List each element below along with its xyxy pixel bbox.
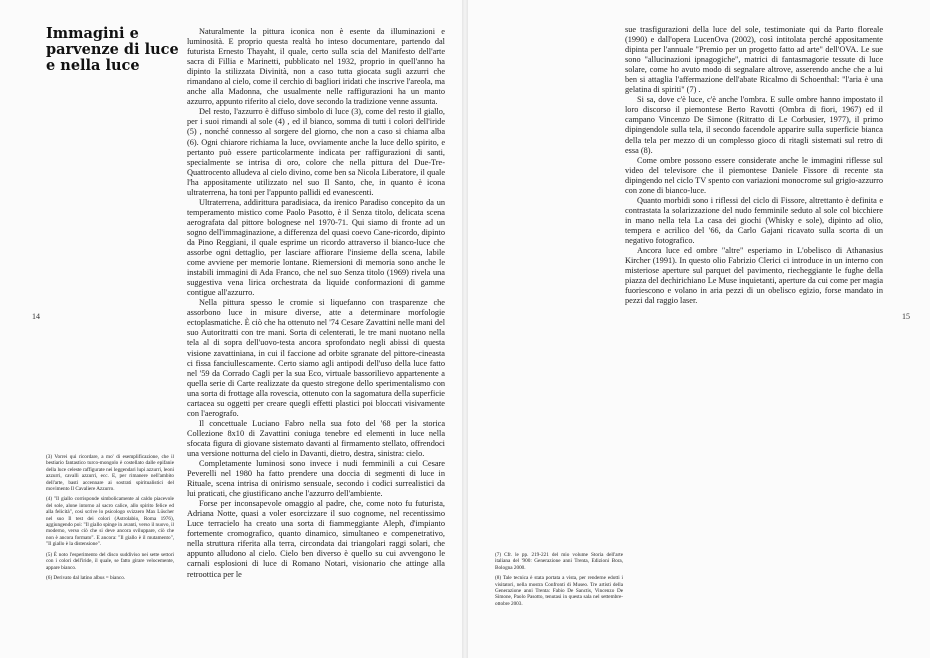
paragraph: Il concettuale Luciano Fabro nella sua foto del '68 per la storica Collezione 8x10 di Zavattini coniuga tenebre ed elementi in luce nella sfocata figura di giovane sistemato davanti al firmamento stellato, offrendoci una versione notturna del cielo in Davanti, dietro, destra, sinistra: cielo. bbox=[187, 418, 445, 458]
left-body-column bbox=[187, 27, 445, 580]
paragraph: Si sa, dove c'è luce, c'è anche l'ombra. E sulle ombre hanno impostato il loro discorso il piemontese Berto Ravotti (Ombra di fiori, 1967) ed il campano Vincenzo De Simone (Ritratto di Le Corbusier, 1977), il primo dipingendole sulla tela, il secondo facendole apparire sulla superficie bianca della tela per mezzo di un complesso gioco di ritagli sistemati sul retro di essa (8). bbox=[625, 95, 883, 155]
footnote: (8) Tale tecnica è stata portata a vista, per renderne edotti i visitatori, nella mostra Confronti di Museo. Tre artisti della Generazione anni Trenta: Fabio De Sanctis, Vincenzo De Simone, Paolo Pasotto, tenutasi in questa sala nel settembre-ottobre 2003. bbox=[495, 575, 623, 607]
paragraph: Naturalmente la pittura iconica non è esente da illuminazioni e luminosità. E proprio questa realtà ho inteso documentare, partendo dal futurista Ernesto Thayaht, il quale, certo sulla scia del Manifesto dell'arte sacra di Fillia e Marinetti, pubblicato nel 1932, proprio in quell'anno ha dipinto la stilizzata Divinità, non a caso tutta giocata sugli azzurri che rimandano al cielo, come il cerchio di bagliori iridati che inscrive l'areola, ma anche alla Madonna, che usualmente nelle raffigurazioni ha un manto azzurro, appunto riferito al cielo, dove secondo la tradizione venne assunta. bbox=[187, 27, 445, 107]
paragraph: Come ombre possono essere considerate anche le immagini riflesse sul video del televisore che il piemontese Daniele Fissore di recente sta dipingendo nel ciclo TV spento con variazioni monocrome sul grigio-azzurro con zone di bianco-luce. bbox=[625, 155, 883, 195]
paragraph: Ancora luce ed ombre "altre" esperiamo in L'obelisco di Athanasius Kircher (1991). In questo olio Fabrizio Clerici ci introduce in un interno con misteriose aperture sul parquet del pavimento, riecheggiante le fughe della piazza del dechirichiano Le Muse inquietanti, aperture da cui come per magia fuoriescono e volano in aria pezzi di un obelisco egizio, forse mandato in pezzi dal raggio laser. bbox=[625, 246, 884, 306]
footnote: (5) È noto l'esperimento del disco suddiviso nei sette settori con i colori dell'iride, il quale, se fatto girare velocemente, appare bianco. bbox=[46, 551, 174, 571]
left-footnotes bbox=[46, 454, 174, 585]
section-title: Immagini e parvenze di luce e nella luce bbox=[46, 25, 179, 74]
right-footnotes bbox=[495, 552, 623, 611]
page-number-left: 14 bbox=[32, 312, 40, 321]
paragraph: Quanto morbidi sono i riflessi del ciclo di Fissore, altrettanto è definita e contrastata la solarizzazione del nudo femminile seduto al sole col bicchiere in mano nella tela La casa dei giochi (Whisky e sole), dipinto ad olio, tempera e acrilico del '66, da Carlo Gajani ricavato sulla scorta di un negativo fotografico. bbox=[625, 195, 883, 245]
footnote: (6) Derivato dal latino albus = bianco. bbox=[46, 574, 126, 581]
footnote: (3) Vorrei qui ricordare, a mo' di esemplificazione, che il bestiario fantastico turco-mongolo è costellato dalle epifanie della luce celeste raffigurate nei leggendari lupi azzurri, leoni azzurri, cavalli azzurri, ecc. E, per rimanere nell'ambito dell'arte, basti accennare ai sostrati spiritualistici del movimento Il Cavaliere Azzurro. bbox=[46, 454, 174, 493]
paragraph: sue trasfigurazioni della luce del sole, testimoniate qui da Parto floreale (1990) e dall'opera LucenOva (2002), così intitolata perché appositamente dipinta per l'annuale "Premio per un progetto fatto ad arte" dell'OVA. Le sue sono "allucinazioni ipnagogiche", matrici di fantasmagorie tessute di luce solare, come ho avuto modo di segnalare altrove, asserendo anche che a lui ben si attaglia l'affermazione dell'abate Ricalmo di Schoenthal: "l'aria è una gelatina di spiriti" (7) . bbox=[625, 25, 883, 95]
footnote: (4) "Il giallo corrisponde simbolicamente al caldo piacevole del sole, alone intorno al sacro calice, allo spirito felice ed alla felicità", così scrive lo psicologo svizzero Max Lüscher nel suo Il test dei colori (Astrolabio, Roma 1976), aggiungendo poi: "Il giallo spinge in avanti, verso il nuovo, il moderno, verso ciò che si deve ancora sviluppare, ciò che non è ancora formato". E ancora: "Il giallo è il mutamento", "Il giallo è la distensione". bbox=[46, 496, 174, 548]
paragraph: Forse per inconsapevole omaggio al padre, che, come noto fu futurista, Adriana Notte, quasi a voler esorcizzare il suo cognome, nel recentissimo Luce terracielo ha creato una sorta di fiammeggiante Aleph, d'impianto fortemente cromografico, quanto dinamico, simultaneo e compenetrativo, nella struttura riferita alla terra, circondata dai triangolari raggi solari, che appunto alludono al cielo. Cielo ben diverso è quello su cui avvengono le carnali esplosioni di luce di Romano Notari, visionario che attinge alla retroottica per le bbox=[187, 499, 445, 579]
right-body-column bbox=[625, 25, 883, 306]
paragraph: Ultraterrena, addirittura paradisiaca, da irenico Paradiso concepito da un temperamento mistico come Paolo Pasotto, è il Senza titolo, delicata scena aerografata dal pittore bolognese nel 1970-71. Qui siamo di fronte ad un sogno dell'immaginazione, a differenza del quasi coevo Cane-ricordo, dipinto da Pino Reggiani, il quale esprime un ricordo attraverso il bianco-luce che assorbe ogni dettaglio, per lasciare affiorare l'insieme della scena, labile come avviene per memorie lontane. Riemersioni di memoria sono anche le instabili immagini di Ada Franco, che nel suo Senza titolo (1969) rivela una suggestiva vena lirica orchestrata da liquide conformazioni di gamme contigue all'azzurro. bbox=[187, 197, 445, 298]
page-number-right: 15 bbox=[902, 312, 910, 321]
paragraph: Nella pittura spesso le cromie si liquefanno con trasparenze che assorbono luce in misure diverse, atte a determinare morfologie ectoplasmatiche. È ciò che ha ottenuto nel '74 Cesare Zavattini nelle mani del suo Autoritratti con tre mani. Sorta di celenterati, le tre mani nuotano nella tela al di sopra dell'uovo-testa ancora sprofondato negli abissi di questa visione zavattiniana, in cui il faccione ad orbite sgranate del pittore-cineasta ci fissa fanciullescamente. Certo siamo agli antipodi dell'uso della luce fatto nel '59 da Corrado Cagli per la sua Eco, virtuale bassorilievo appartenente a quella serie di Carte realizzate da questo stregone dello sperimentalismo con una sorta di frottage alla rovescia, ottenuto con la sagomatura della superficie cartacea su oggetti per creare quegli effetti plastici poi bloccati visivamente con l'aerografo. bbox=[187, 298, 445, 418]
paragraph: Del resto, l'azzurro è diffuso simbolo di luce (3), come del resto il giallo, per i suoi rimandi al sole (4) , ed il bianco, somma di tutti i colori dell'iride (5) , nonché connesso al sorgere del giorno, che non a caso si chiama alba (6). Ogni chiarore richiama la luce, ovviamente anche la luce dello spirito, e pertanto può essere particolarmente indicata per raffigurazioni di santi, specialmente se intrisa di oro, colore che nella pittura del Due-Tre-Quattrocento alludeva al cielo divino, come ben sa Nicola Liberatore, il quale l'ha appositamente utilizzato nel suo Il Santo, che, in quanto è icona ultraterrena, ha toni per l'appunto pallidi ed evanescenti. bbox=[187, 107, 445, 197]
footnote: (7) Cfr. le pp. 219-221 del mio volume Storia dell'arte italiana del '900: Generazione anni Trenta, Edizioni Bora, Bologna 2000. bbox=[495, 552, 623, 571]
paragraph: Completamente luminosi sono invece i nudi femminili a cui Cesare Peverelli nel 1980 ha fatto prendere una doccia di segmenti di luce in Rituale, scena intrisa di onirismo sensuale, secondo i codici surrealistici da lui praticati, che giustificano anche l'azzurro dell'ambiente. bbox=[187, 459, 445, 499]
